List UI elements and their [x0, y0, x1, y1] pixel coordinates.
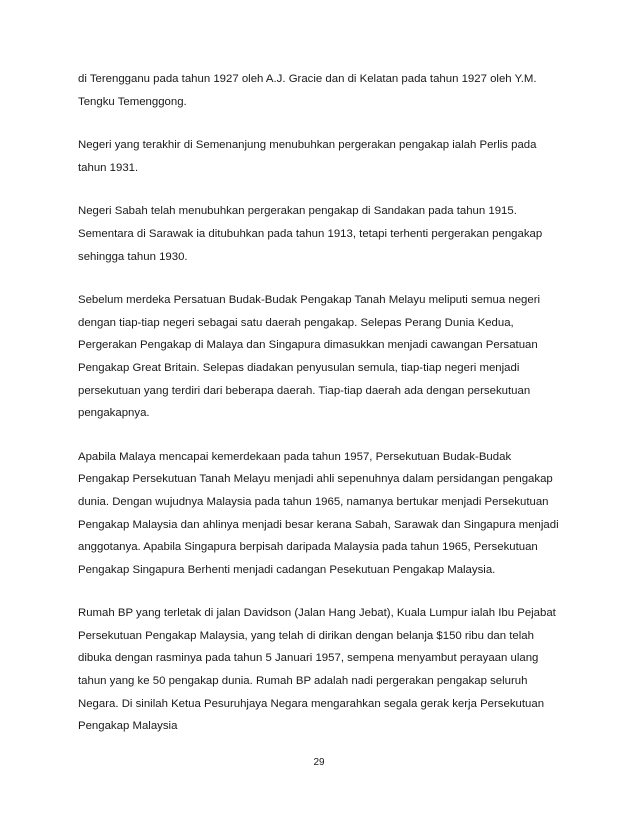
text-line: Pengakap Malaysia — [78, 720, 178, 733]
text-line: Persekutuan Pengakap Malaysia, yang telah di dirikan dengan belanja $150 ribu dan telah — [78, 629, 534, 642]
text-line: sehingga tahun 1930. — [78, 250, 188, 263]
text-line: di Terengganu pada tahun 1927 oleh A.J. Gracie dan di Kelatan pada tahun 1927 oleh Y.M. — [78, 73, 537, 85]
text-line: Negeri yang terakhir di Semenanjung menubuhkan pergerakan pengakap ialah Perlis pada — [78, 139, 537, 152]
text-line: Pergerakan Pengakap di Malaya dan Singapura dimasukkan menjadi cawangan Persatuan — [78, 339, 538, 352]
text-line: Pengakap Persekutuan Tanah Melayu menjadi ahli sepenuhnya dalam persidangan pengakap — [78, 473, 553, 486]
paragraph-4 — [78, 289, 560, 425]
document-body — [78, 68, 560, 759]
paragraph-5 — [78, 446, 560, 582]
text-line: dengan tiap-tiap negeri sebagai satu daerah pengakap. Selepas Perang Dunia Kedua, — [78, 316, 514, 329]
text-line: pengakapnya. — [78, 407, 150, 420]
text-line: Pengakap Malaysia dan ahlinya menjadi besar kerana Sabah, Sarawak dan Singapura menjadi — [78, 518, 559, 531]
text-line: dunia. Dengan wujudnya Malaysia pada tahun 1965, namanya bertukar menjadi Persekutuan — [78, 495, 549, 508]
paragraph-6 — [78, 602, 560, 738]
text-line: Sebelum merdeka Persatuan Budak-Budak Pengakap Tanah Melayu meliputi semua negeri — [78, 294, 541, 307]
text-line: persekutuan yang terdiri dari beberapa daerah. Tiap-tiap daerah ada dengan persekutuan — [78, 384, 531, 397]
text-line: Tengku Temenggong. — [78, 95, 187, 108]
paragraph-3 — [78, 200, 560, 268]
page-number: 29 — [313, 757, 325, 768]
text-line: Pengakap Great Britain. Selepas diadakan penyusulan semula, tiap-tiap negeri menjadi — [78, 361, 520, 374]
text-line: Pengakap Singapura Berhenti menjadi cadangan Pesekutuan Pengakap Malaysia. — [78, 563, 496, 576]
paragraph-1 — [78, 68, 560, 113]
text-line: Negeri Sabah telah menubuhkan pergerakan pengakap di Sandakan pada tahun 1915. — [78, 205, 517, 218]
text-line: Sementara di Sarawak ia ditubuhkan pada tahun 1913, tetapi terhenti pergerakan pengakap — [78, 227, 543, 240]
text-line: anggotanya. Apabila Singapura berpisah daripada Malaysia pada tahun 1965, Persekutuan — [78, 541, 538, 554]
text-line: Rumah BP yang terletak di jalan Davidson (Jalan Hang Jebat), Kuala Lumpur ialah Ibu Pejabat — [78, 607, 556, 620]
text-line: Negara. Di sinilah Ketua Pesuruhjaya Negara mengarahkan segala gerak kerja Persekutuan — [78, 697, 545, 710]
text-line: Apabila Malaya mencapai kemerdekaan pada tahun 1957, Persekutuan Budak-Budak — [78, 450, 512, 463]
text-line: dibuka dengan rasminya pada tahun 5 Januari 1957, sempena menyambut perayaan ulang — [78, 652, 539, 665]
paragraph-2 — [78, 134, 560, 179]
text-line: tahun 1931. — [78, 161, 139, 174]
text-line: tahun yang ke 50 pengakap dunia. Rumah BP adalah nadi pergerakan pengakap seluruh — [78, 675, 528, 688]
